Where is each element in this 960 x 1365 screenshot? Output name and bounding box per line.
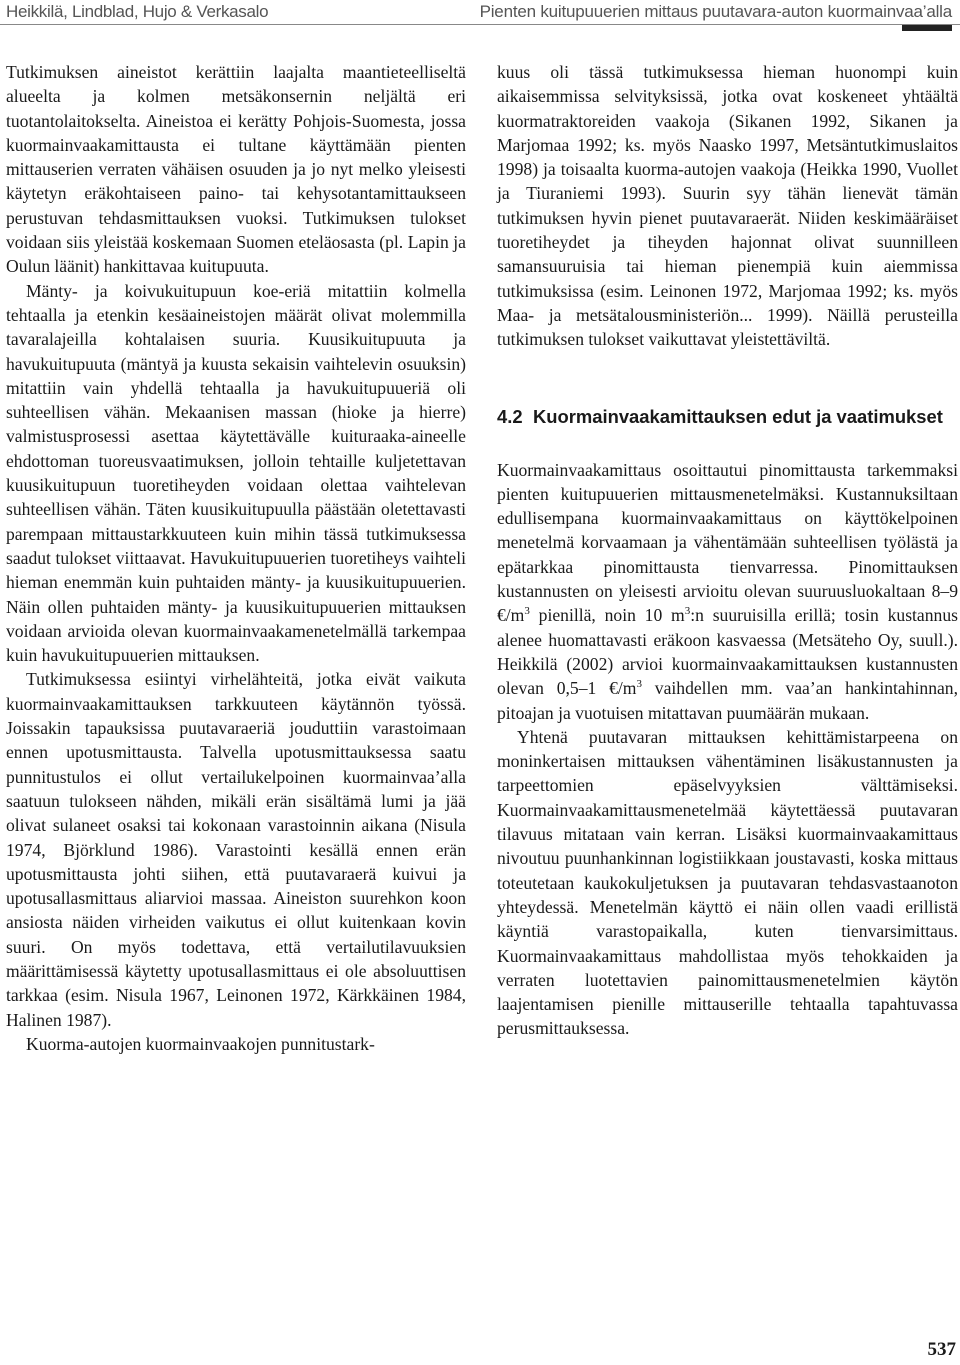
paragraph: Mänty- ja koivukuitupuun koe-eriä mitattiin kolmella tehtaalla ja etenkin kesäaineistojen määrät olivat molemmilla tavaralajeilla kohtalaisen suuria. Kuusikuitupuuta ja havukuitupuuta (mäntyä ja kuusta sekaisin vaihtelevin osuuksin) mitattiin vain yhdellä tehtaalla ja havukuitupuueriä oli suhteellisen vähän. Mekaanisen massan (hioke ja hierre) valmistusprosessi asettaa käytettävälle kuituraaka-aineelle ehdottoman tuoreusvaatimuksen, jolloin tehtaille kuljetettavan kuusikuitupuun tuoretiheyden voidaan olettaa vaihtelevan suhteellisen vähän. Täten kuusikuitupuulla päästään oletettavasti parempaan mittaustarkkuuteen kuin mihin tässä tutkimuksessa saadut tulokset viittaavat. Havukuitupuuerien tuoretiheys vaihteli hieman enemmän kuin puhtaiden mänty- ja kuusikuitupuuerien. Näin ollen puhtaiden mänty- ja kuusikuitupuuerien mittauksen voidaan arvioida olevan kuormainvaakamenetelmällä tarkempaa kuin havukuitupuuerien mittauksen. xyxy=(6,280,466,666)
paragraph: Yhtenä puutavaran mittauksen kehittämistarpeena on moninkertaisen mittauksen vähentäminen lisäkustannusten ja tarpeettomien epäselvyyksien välttämiseksi. Kuormainvaakamittausmenetelmää käytettäessä puutavaran tilavuus mitataan vain kerran. Lisäksi kuormainvaakamittaus nivoutuu puunhankinnan logistiikkaan joustavasti, koska mittaus toteutetaan kaukokuljetuksen ja puutavaran tehdasvastaanoton yhteydessä. Menetelmän käyttö ei näin ollen vaadi erillistä käyntiä varastopaikalla, kuten tienvarsimittaus. Kuormainvaakamittaus mahdollistaa myös tehokkaiden ja verraten luotettavien painomittausmenetelmien käytön laajentamisen pienille mittauserille tehtaalla tapahtuvassa perusmittauksessa. xyxy=(497,726,958,1039)
section-title: Kuormainvaakamittauksen edut ja vaatimukset xyxy=(533,405,943,427)
header-authors: Heikkilä, Lindblad, Hujo & Verkasalo xyxy=(6,2,269,21)
superscript: 3 xyxy=(636,678,642,691)
text-run: vaihdellen mm. vaa’an hankintahinnan, pitoajan ja vuotuisen mitattavan puumäärän mukaan. xyxy=(497,678,958,723)
paragraph: Tutkimuksessa esiintyi virhelähteitä, jotka eivät vaikuta kuormainvaakamittauksen tarkkuuteen käytännön työssä. Joissakin tapauksissa puutavaraeriä jouduttiin varastoimaan ennen upotusmittausta. Talvella upotusmittauksessa saatu punnitustulos ei ollut vertailukelpoinen kuormainvaa’alla saatuun tulokseen nähden, mikäli erän sisältämä lumi ja jää olivat sulaneet osaksi tai kokonaan varastoinnin aikana (Nisula 1974, Björklund 1986). Varastointi kesällä ennen erän upotusmittausta johti siihen, että puutavaraerä kuivui ja upotusallasmittaus aliarvioi massaa. Aineiston suurehkon koon ansiosta näiden virheiden vaikutus ei ollut kuitenkaan kovin suuri. On myös todettava, että vertailutilavuuksien määrittämisessä käytetty upotusallasmittaus ei ole absoluuttisen tarkkaa (esim. Nisula 1967, Leinonen 1972, Kärkkäinen 1984, Halinen 1987). xyxy=(6,669,466,1030)
header-running-title: Pienten kuitupuuerien mittaus puutavara-auton kuormainvaa’alla xyxy=(479,2,952,21)
header-rule xyxy=(0,24,960,25)
left-column xyxy=(6,60,466,1056)
page-number: 537 xyxy=(927,1339,956,1360)
paragraph: Tutkimuksen aineistot kerättiin laajalta maantieteelliseltä alueelta ja kolmen metsäkonsernin neljältä eri tuotantolaitokselta. Aineistoa ei kerätty Pohjois-Suomesta, jossa kuormainvaakamittausta ei tultane käyttämään pienten mittauserien verraten vähäisen osuuden ja jo nyt melko yleisesti käytetyn eräkohtaiseen paino- tai kehysotantamittaukseen perustuvan tehdasmittauksen vuoksi. Tutkimuksen tulokset voidaan siis yleistää koskemaan Suomen eteläosasta (pl. Lapin ja Oulun läänit) hankittavaa kuitupuuta. xyxy=(6,62,466,277)
paragraph xyxy=(497,458,958,725)
section-number: 4.2 xyxy=(497,405,523,427)
header-mark xyxy=(902,25,952,31)
right-column xyxy=(497,60,958,1041)
paragraph: kuus oli tässä tutkimuksessa hieman huonompi kuin aikaisemmissa selvityksissä, jotka ovat koskeneet yhtäältä kuormatraktoreiden vaakoja (Sikanen 1992, Sikanen ja Marjomaa 1992; ks. myös Naasko 1997, Metsäntutkimuslaitos 1998) ja toisaalta kuorma-autojen vaakoja (Heikka 1990, Vuollet ja Tiuraniemi 1993). Suurin syy tähän lienevät tämän tutkimuksen hyvin pienet puutavaraerät. Niiden keskimääräiset tuoretiheydet ja tiheyden hajonnat olivat suunnilleen samansuuruisia tai hieman pienempiä kuin aiemmissa tutkimuksissa (esim. Leinonen 1972, Marjomaa 1992; ks. myös Maa- ja metsätalousministeriön... 1999). Näillä perusteilla tutkimuksen tulokset vaikuttavat yleistettäviltä. xyxy=(497,62,958,350)
text-run: pienillä, noin 10 m xyxy=(529,605,685,626)
section-heading xyxy=(497,404,958,430)
superscript: 3 xyxy=(524,605,530,618)
paragraph: Kuorma-autojen kuormainvaakojen punnitustark- xyxy=(26,1033,375,1054)
superscript: 3 xyxy=(684,605,691,618)
text-run: Kuormainvaakamittaus osoittautui pinomittausta tarkemmaksi pienten kuitupuuerien mittausmenetelmäksi. Kustannuksiltaan edullisempana kuormainvaakamittaus on käyttökelpoinen menetelmä korvaamaan ja vähentämään suhteellisen työlästä ja epätarkkaa pinomittausta tienvarressa. Pinomittauksen kustannusten on yleisesti arvioitu olevan suuruusluokaltaan 8–9 €/m xyxy=(497,459,958,626)
running-header xyxy=(0,0,960,34)
text-run: :n suuruisilla erillä; tosin kustannus alenee huomattavasti eräkoon kasvaessa (Metsäteho Oy, suull.). Heikkilä (2002) arvioi kuormainvaakamittauksen kustannusten olevan 0,5–1 €/m xyxy=(497,605,958,699)
